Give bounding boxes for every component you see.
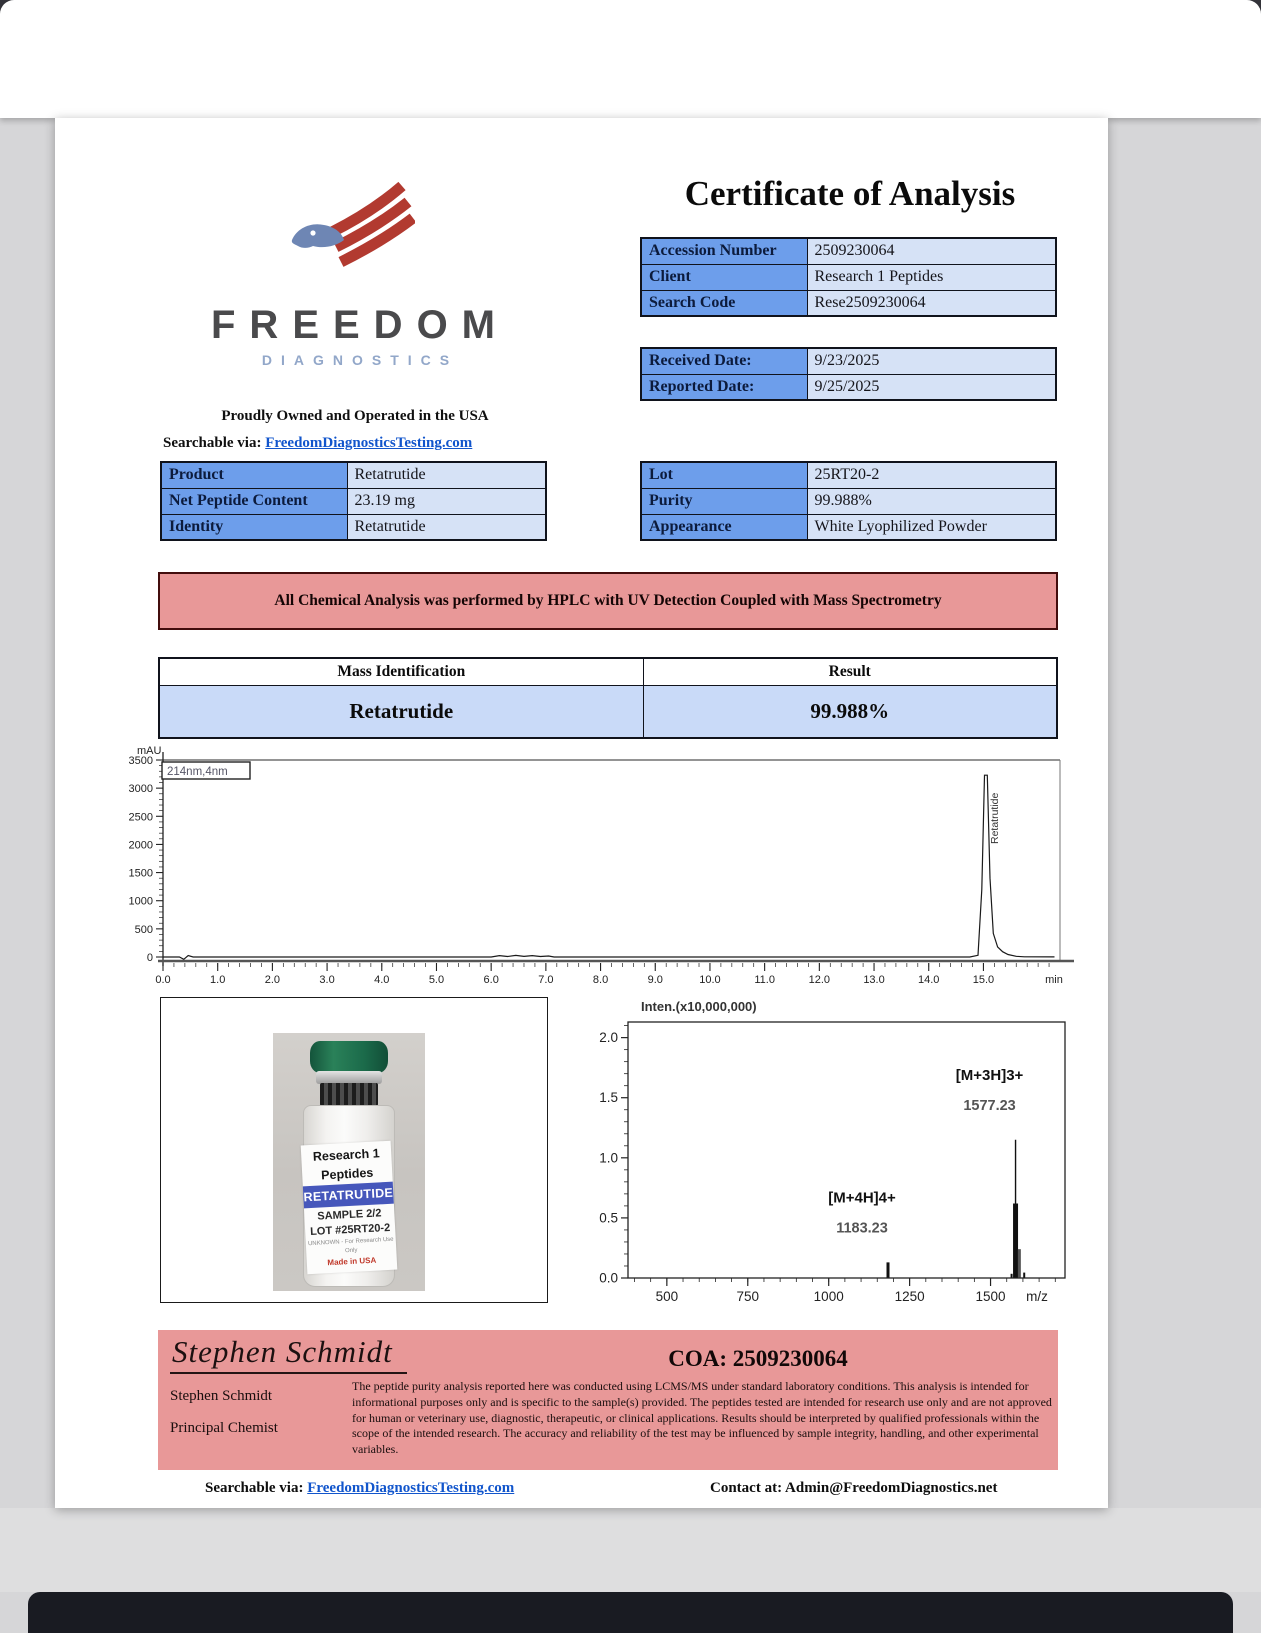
table-row [641, 374, 1056, 400]
searchable-link[interactable]: FreedomDiagnosticsTesting.com [265, 435, 473, 451]
mass-spectrum-chart [575, 995, 1100, 1307]
accession-table [640, 237, 1057, 317]
svg-text:3.0: 3.0 [319, 974, 335, 986]
row-label: Accession Number [641, 238, 807, 264]
hplc-chromatogram [110, 742, 1095, 1010]
svg-text:1000: 1000 [128, 895, 153, 908]
row-value: 99.988% [807, 488, 1056, 514]
vial-brand-text: Research 1 Peptides [312, 1146, 380, 1183]
top-sheet [0, 0, 1261, 118]
logo-subtitle: DIAGNOSTICS [261, 352, 459, 368]
svg-text:0.5: 0.5 [599, 1210, 618, 1226]
vial-photo [273, 1033, 425, 1291]
svg-text:500: 500 [655, 1289, 679, 1304]
svg-text:8.0: 8.0 [592, 974, 609, 986]
row-value: Retatrutide [347, 514, 546, 540]
svg-text:1.5: 1.5 [599, 1090, 618, 1106]
svg-text:7.0: 7.0 [538, 974, 554, 986]
table-row [641, 264, 1056, 290]
svg-text:1250: 1250 [894, 1289, 925, 1304]
footer-searchable-link[interactable]: FreedomDiagnosticsTesting.com [307, 1480, 515, 1496]
svg-text:9.0: 9.0 [647, 974, 663, 986]
vial-label [301, 1141, 398, 1275]
row-label: Client [641, 264, 807, 290]
vial-crimp [320, 1083, 378, 1106]
column-header: Result [643, 658, 1057, 685]
svg-text:1500: 1500 [128, 867, 153, 880]
row-value: 2509230064 [807, 238, 1056, 264]
svg-text:0: 0 [146, 952, 153, 964]
mass-id-value: Retatrutide [159, 685, 643, 738]
row-value: 23.19 mg [347, 488, 546, 514]
svg-text:10.0: 10.0 [699, 974, 721, 986]
svg-text:1500: 1500 [975, 1289, 1006, 1304]
svg-text:1183.23: 1183.23 [836, 1220, 888, 1237]
svg-text:12.0: 12.0 [808, 974, 831, 986]
footer-contact-label: Contact at: [710, 1480, 783, 1496]
svg-text:[M+3H]3+: [M+3H]3+ [955, 1066, 1024, 1084]
dates-table [640, 347, 1057, 401]
page-title: Certificate of Analysis [684, 174, 1016, 213]
footer-contact [710, 1480, 997, 1497]
table-row [641, 514, 1056, 540]
svg-text:1.0: 1.0 [210, 974, 226, 986]
result-value: 99.988% [643, 685, 1057, 738]
table-row [641, 290, 1056, 316]
table-row [161, 488, 546, 514]
row-label: Lot [641, 462, 807, 488]
column-header: Mass Identification [159, 658, 643, 685]
svg-text:214nm,4nm: 214nm,4nm [167, 766, 228, 778]
vial-made-in-text: Made in USA [327, 1255, 377, 1268]
vial-sample-text: SAMPLE 2/2 [317, 1207, 382, 1223]
svg-text:Inten.(x10,000,000): Inten.(x10,000,000) [641, 999, 757, 1014]
svg-text:2500: 2500 [128, 811, 153, 824]
row-label: Identity [161, 514, 347, 540]
row-value: White Lyophilized Powder [807, 514, 1056, 540]
svg-text:15.0: 15.0 [972, 974, 995, 986]
lot-table [640, 461, 1057, 541]
searchable-label: Searchable via: [163, 435, 262, 451]
chemist-name: Stephen Schmidt [170, 1388, 273, 1404]
bottom-bar [28, 1592, 1233, 1633]
searchable-line [163, 435, 472, 452]
svg-text:5.0: 5.0 [428, 974, 445, 986]
svg-text:1577.23: 1577.23 [963, 1097, 1016, 1114]
disclaimer-text: The peptide purity analysis reported here was conducted using LCMS/MS under standard laboratory conditions. This analysis is intended for informational purposes only and is specific to the sample(s) provided. The peptides tested are intended for research use only and are not approved for human or veterinary use, diagnostic, therapeutic, or clinical applications. Results should be interpreted by qualified professionals within the scope of the intended research. The accuracy and reliability of the test may be influenced by sample integrity, handling, and other experimental variables. [352, 1379, 1052, 1457]
table-row [641, 238, 1056, 264]
table-row [159, 685, 1057, 738]
table-row [161, 462, 546, 488]
footer-contact-value: Admin@FreedomDiagnostics.net [785, 1480, 998, 1496]
vial-lot-text: LOT #25RT20-2 [309, 1221, 391, 1239]
svg-text:11.0: 11.0 [754, 974, 775, 986]
table-row [641, 488, 1056, 514]
svg-text:13.0: 13.0 [863, 974, 885, 986]
svg-text:4.0: 4.0 [374, 974, 390, 986]
product-table [160, 461, 547, 541]
eagle-logo-icon [280, 180, 415, 300]
svg-text:3000: 3000 [128, 783, 153, 796]
row-label: Received Date: [641, 348, 807, 374]
svg-text:Retatrutide: Retatrutide [989, 792, 1002, 844]
svg-text:min: min [1045, 974, 1063, 986]
svg-text:1000: 1000 [813, 1289, 844, 1304]
row-value: 25RT20-2 [807, 462, 1056, 488]
vial-photo-frame [160, 997, 548, 1303]
svg-text:1.0: 1.0 [599, 1150, 618, 1166]
row-label: Appearance [641, 514, 807, 540]
coa-number: COA: 2509230064 [668, 1346, 848, 1371]
svg-text:750: 750 [736, 1289, 760, 1304]
row-value: 9/23/2025 [807, 348, 1056, 374]
analysis-method-banner: All Chemical Analysis was performed by HPLC with UV Detection Coupled with Mass Spectrometry [158, 572, 1058, 630]
row-label: Search Code [641, 290, 807, 316]
svg-text:m/z: m/z [1026, 1289, 1048, 1304]
vial-fine-print: UNKNOWN - For Research Use Only [307, 1236, 394, 1255]
certificate-page [55, 118, 1108, 1508]
row-label: Purity [641, 488, 807, 514]
vial-cap [310, 1041, 388, 1073]
row-label: Product [161, 462, 347, 488]
table-row [641, 348, 1056, 374]
svg-text:3500: 3500 [128, 755, 153, 767]
svg-text:500: 500 [134, 923, 153, 936]
lower-strip [0, 1508, 1261, 1592]
row-value: 9/25/2025 [807, 374, 1056, 400]
row-label: Reported Date: [641, 374, 807, 400]
svg-text:6.0: 6.0 [483, 974, 499, 986]
svg-text:[M+4H]4+: [M+4H]4+ [828, 1189, 896, 1207]
table-row [641, 462, 1056, 488]
mass-identification-table [158, 657, 1058, 739]
row-value: Retatrutide [347, 462, 546, 488]
svg-text:2.0: 2.0 [599, 1030, 618, 1046]
row-value: Research 1 Peptides [807, 264, 1056, 290]
vial-product-text: RETATRUTIDE [303, 1182, 394, 1209]
svg-text:0.0: 0.0 [599, 1270, 618, 1286]
footer-searchable-label: Searchable via: [205, 1480, 304, 1496]
table-row [161, 514, 546, 540]
chemist-role: Principal Chemist [170, 1420, 278, 1436]
svg-text:0.0: 0.0 [155, 974, 171, 986]
footer-searchable [205, 1480, 514, 1497]
svg-text:2.0: 2.0 [264, 974, 281, 986]
signature-block [158, 1330, 1058, 1470]
usa-tagline: Proudly Owned and Operated in the USA [221, 408, 489, 424]
row-label: Net Peptide Content [161, 488, 347, 514]
row-value: Rese2509230064 [807, 290, 1056, 316]
logo-wordmark: FREEDOM [211, 303, 509, 347]
svg-text:2000: 2000 [128, 839, 153, 852]
svg-text:14.0: 14.0 [918, 974, 940, 986]
table-header-row [159, 658, 1057, 685]
signature-script: Stephen Schmidt [170, 1334, 407, 1374]
svg-text:mAU: mAU [137, 745, 162, 757]
